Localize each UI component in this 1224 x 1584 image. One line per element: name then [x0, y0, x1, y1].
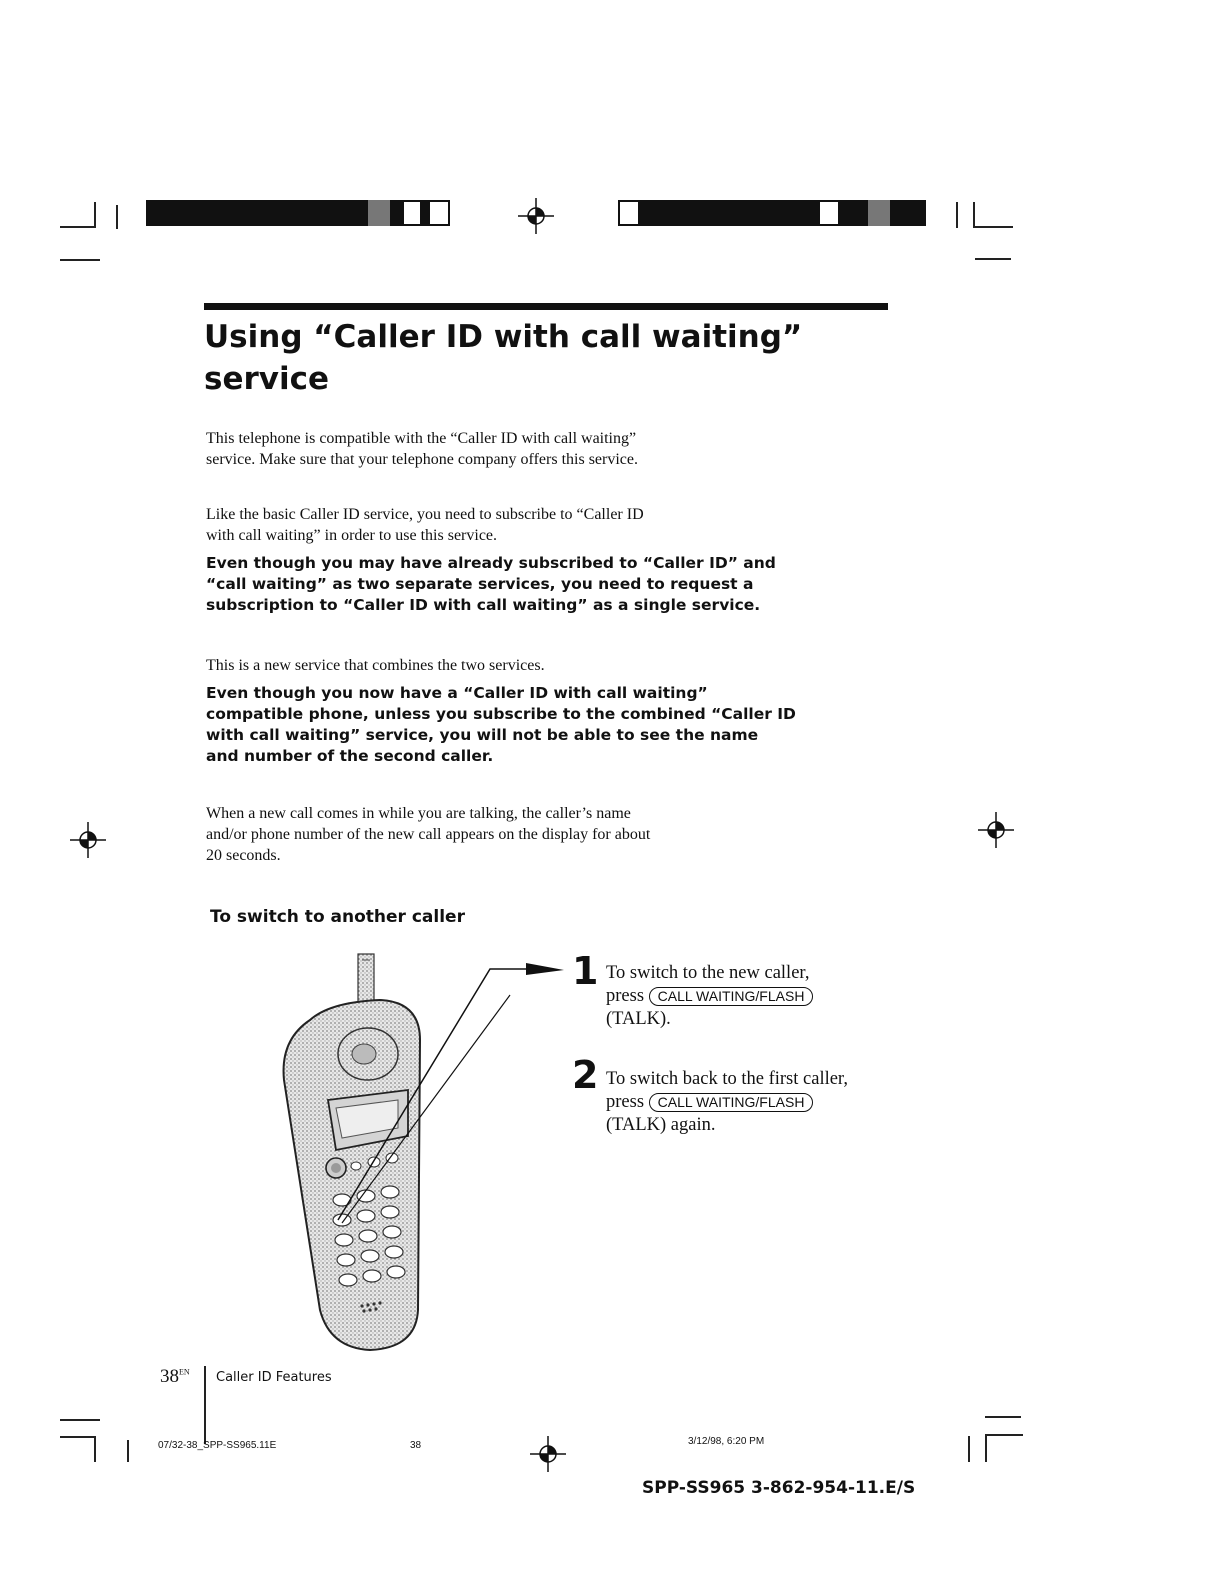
footer-divider [204, 1366, 206, 1444]
page-number: $38^{EN}$ [160, 1366, 190, 1387]
step-number: 2 [572, 1053, 599, 1097]
title-rule [204, 303, 888, 310]
registration-target-icon [70, 822, 106, 858]
section-subheading: To switch to another caller [210, 907, 465, 927]
subscription-note: Even though you may have already subscribed to “Caller ID” and “call waiting” as two separate services, you need to request a subscription to “Caller ID with call waiting” as a single service. [206, 554, 776, 614]
call-waiting-flash-key: CALL WAITING/FLASH [649, 987, 814, 1006]
new-service-paragraph: This is a new service that combines the two services. [206, 657, 545, 674]
registration-target-icon [518, 198, 554, 234]
section-name: Caller ID Features [216, 1370, 332, 1385]
page-title: Using “Caller ID with call waiting” service [204, 319, 803, 397]
step-number: 1 [572, 949, 599, 993]
subscribe-paragraph: Like the basic Caller ID service, you need to subscribe to “Caller ID with call waiting” in order to use this service. [206, 506, 644, 544]
intro-paragraph: This telephone is compatible with the “Caller ID with call waiting” service. Make sure that your telephone company offers this service. [206, 430, 638, 468]
registration-target-icon [978, 812, 1014, 848]
model-code: SPP-SS965 3-862-954-11.E/S [642, 1478, 916, 1498]
compatibility-note: Even though you now have a “Caller ID with call waiting” compatible phone, unless you subscribe to the combined “Caller ID with call waiting” service, you will not be able to see the name and number of the second caller. [206, 684, 796, 765]
print-code: 07/32-38_SPP-SS965.11E [158, 1440, 277, 1451]
print-date: 3/12/98, 6:20 PM [688, 1436, 765, 1447]
display-paragraph: When a new call comes in while you are talking, the caller’s name and/or phone number of the new call appears on the display for about 20 seconds. [206, 805, 651, 864]
print-page: 38 [410, 1440, 422, 1451]
call-waiting-flash-key: CALL WAITING/FLASH [649, 1093, 814, 1112]
callout-lines [320, 955, 580, 1225]
registration-target-icon [530, 1436, 566, 1472]
